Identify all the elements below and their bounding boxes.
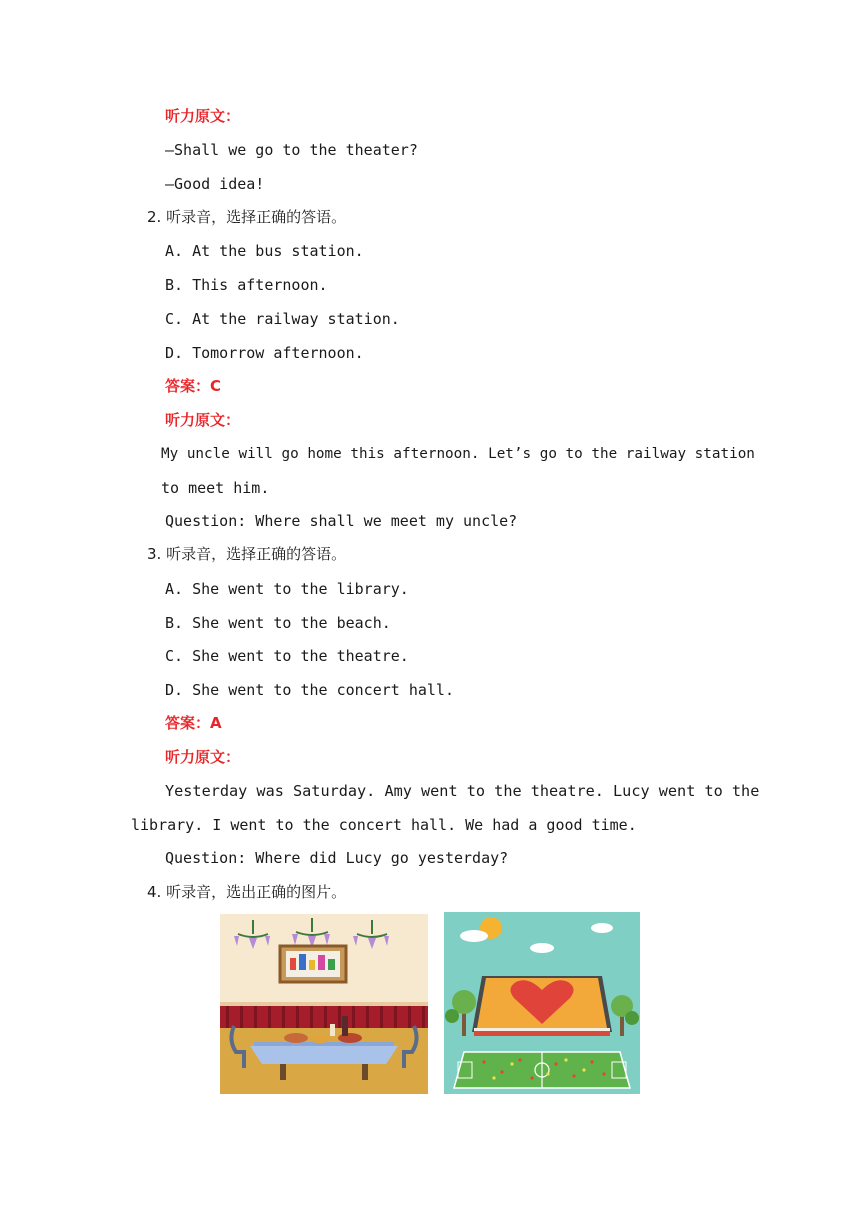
q2-transcript-line-1: My uncle will go home this afternoon. Let’s go to the railway station <box>161 446 755 462</box>
listening-text-label-3: 听力原文： <box>165 748 241 766</box>
q2-question: Question: Where shall we meet my uncle? <box>165 512 518 530</box>
q3-answer: 答案：A <box>165 714 222 732</box>
q2-option-c: C. At the railway station. <box>165 310 400 328</box>
q3-option-b: B. She went to the beach. <box>165 614 391 632</box>
dialogue-line-2: —Good idea! <box>165 175 265 193</box>
question-3-heading: 3. 听录音，选择正确的答语。 <box>147 545 347 563</box>
q3-question: Question: Where did Lucy go yesterday? <box>165 849 509 867</box>
q2-option-d: D. Tomorrow afternoon. <box>165 344 364 362</box>
q2-option-b: B. This afternoon. <box>165 276 328 294</box>
q3-option-c: C. She went to the theatre. <box>165 647 409 665</box>
listening-text-label-2: 听力原文： <box>165 411 241 429</box>
question-4-heading: 4. 听录音，选出正确的图片。 <box>147 883 347 901</box>
q2-transcript-line-2: to meet him. <box>161 479 270 497</box>
listening-text-label-1: 听力原文： <box>165 107 241 125</box>
question-2-heading: 2. 听录音，选择正确的答语。 <box>147 208 347 226</box>
q2-answer: 答案：C <box>165 377 222 395</box>
restaurant-dining-picture[interactable] <box>220 914 428 1094</box>
q2-option-a: A. At the bus station. <box>165 242 364 260</box>
dialogue-line-1: —Shall we go to the theater? <box>165 141 418 159</box>
q3-transcript-line-2: library. I went to the concert hall. We had a good time. <box>131 816 637 834</box>
q3-option-a: A. She went to the library. <box>165 580 409 598</box>
q3-option-d: D. She went to the concert hall. <box>165 681 454 699</box>
q3-transcript-line-1: Yesterday was Saturday. Amy went to the theatre. Lucy went to the <box>165 782 760 800</box>
restaurant-illustration <box>220 914 428 1094</box>
stadium-heart-picture[interactable] <box>444 912 640 1094</box>
stadium-illustration <box>444 912 640 1094</box>
